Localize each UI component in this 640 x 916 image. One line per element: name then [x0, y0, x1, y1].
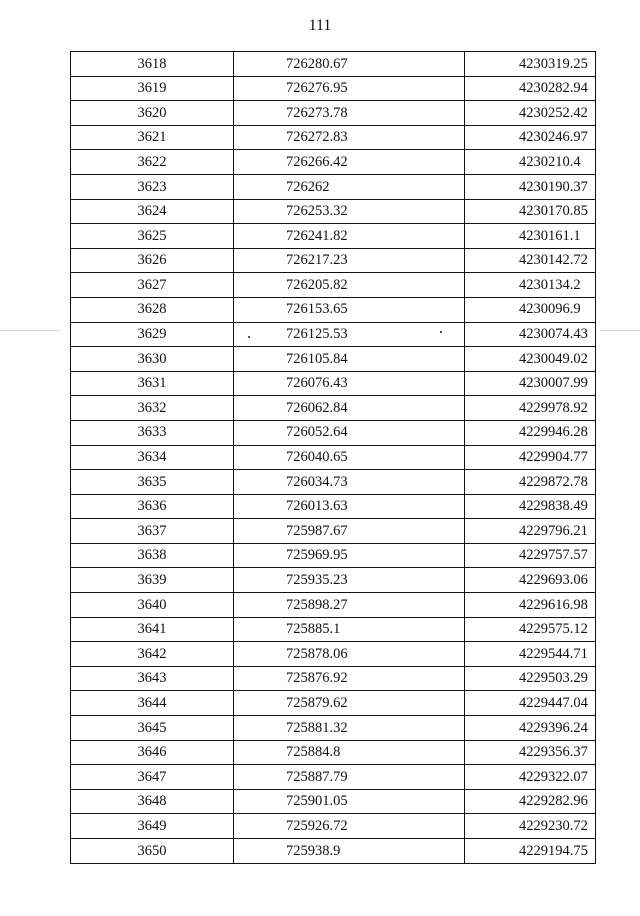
x-coordinate-cell: 726280.67 [234, 52, 465, 77]
y-coordinate-cell: 4229194.75 [465, 839, 596, 864]
x-coordinate-cell: 725879.62 [234, 691, 465, 716]
scan-artifact-dot [440, 331, 442, 333]
x-coordinate-cell: 725884.8 [234, 740, 465, 765]
x-coordinate-cell: 725898.27 [234, 593, 465, 618]
x-coordinate-cell: 725935.23 [234, 568, 465, 593]
y-coordinate-cell: 4230007.99 [465, 371, 596, 396]
y-coordinate-cell: 4230049.02 [465, 347, 596, 372]
x-coordinate-cell: 726052.64 [234, 420, 465, 445]
y-coordinate-cell: 4229356.37 [465, 740, 596, 765]
point-id-cell: 3623 [71, 174, 234, 199]
table-row [71, 445, 596, 470]
y-coordinate-cell: 4230246.97 [465, 125, 596, 150]
y-coordinate-cell: 4229396.24 [465, 716, 596, 741]
x-coordinate-cell: 726076.43 [234, 371, 465, 396]
y-coordinate-cell: 4230190.37 [465, 174, 596, 199]
page-number: 111 [308, 17, 332, 34]
x-coordinate-cell: 726034.73 [234, 470, 465, 495]
x-coordinate-cell: 725881.32 [234, 716, 465, 741]
table-row [71, 101, 596, 126]
table-row [71, 666, 596, 691]
y-coordinate-cell: 4229230.72 [465, 814, 596, 839]
point-id-cell: 3619 [71, 76, 234, 101]
table-row [71, 52, 596, 77]
point-id-cell: 3632 [71, 396, 234, 421]
point-id-cell: 3642 [71, 642, 234, 667]
point-id-cell: 3635 [71, 470, 234, 495]
point-id-cell: 3633 [71, 420, 234, 445]
table-row [71, 814, 596, 839]
point-id-cell: 3650 [71, 839, 234, 864]
table-row [71, 420, 596, 445]
x-coordinate-cell: 725969.95 [234, 543, 465, 568]
table-row [71, 347, 596, 372]
y-coordinate-cell: 4230282.94 [465, 76, 596, 101]
table-row [71, 199, 596, 224]
coordinates-table [70, 51, 596, 864]
x-coordinate-cell: 725876.92 [234, 666, 465, 691]
x-coordinate-cell: 725938.9 [234, 839, 465, 864]
point-id-cell: 3618 [71, 52, 234, 77]
y-coordinate-cell: 4229872.78 [465, 470, 596, 495]
x-coordinate-cell: 725987.67 [234, 519, 465, 544]
x-coordinate-cell: 726062.84 [234, 396, 465, 421]
table-row [71, 839, 596, 864]
point-id-cell: 3641 [71, 617, 234, 642]
y-coordinate-cell: 4230142.72 [465, 248, 596, 273]
y-coordinate-cell: 4229946.28 [465, 420, 596, 445]
point-id-cell: 3622 [71, 150, 234, 175]
y-coordinate-cell: 4229322.07 [465, 765, 596, 790]
table-row [71, 125, 596, 150]
table-row [71, 396, 596, 421]
y-coordinate-cell: 4229757.57 [465, 543, 596, 568]
table-row [71, 716, 596, 741]
table-row [71, 273, 596, 298]
y-coordinate-cell: 4229447.04 [465, 691, 596, 716]
table-row [71, 174, 596, 199]
table-row [71, 593, 596, 618]
table-row [71, 248, 596, 273]
scan-artifact-line [600, 330, 640, 331]
table-row [71, 76, 596, 101]
point-id-cell: 3644 [71, 691, 234, 716]
y-coordinate-cell: 4230170.85 [465, 199, 596, 224]
point-id-cell: 3639 [71, 568, 234, 593]
point-id-cell: 3649 [71, 814, 234, 839]
point-id-cell: 3625 [71, 224, 234, 249]
y-coordinate-cell: 4229904.77 [465, 445, 596, 470]
point-id-cell: 3647 [71, 765, 234, 790]
y-coordinate-cell: 4230074.43 [465, 322, 596, 347]
table-row [71, 224, 596, 249]
table-row [71, 568, 596, 593]
x-coordinate-cell: 726217.23 [234, 248, 465, 273]
point-id-cell: 3634 [71, 445, 234, 470]
x-coordinate-cell: 726153.65 [234, 297, 465, 322]
table-row [71, 740, 596, 765]
table-row [71, 617, 596, 642]
point-id-cell: 3626 [71, 248, 234, 273]
point-id-cell: 3628 [71, 297, 234, 322]
x-coordinate-cell: 725885.1 [234, 617, 465, 642]
table-row [71, 789, 596, 814]
x-coordinate-cell: 726253.32 [234, 199, 465, 224]
point-id-cell: 3631 [71, 371, 234, 396]
point-id-cell: 3624 [71, 199, 234, 224]
x-coordinate-cell: 726205.82 [234, 273, 465, 298]
y-coordinate-cell: 4230096.9 [465, 297, 596, 322]
table-row [71, 765, 596, 790]
x-coordinate-cell: 726276.95 [234, 76, 465, 101]
y-coordinate-cell: 4230134.2 [465, 273, 596, 298]
point-id-cell: 3621 [71, 125, 234, 150]
x-coordinate-cell: 726040.65 [234, 445, 465, 470]
y-coordinate-cell: 4229838.49 [465, 494, 596, 519]
point-id-cell: 3646 [71, 740, 234, 765]
y-coordinate-cell: 4229575.12 [465, 617, 596, 642]
y-coordinate-cell: 4229796.21 [465, 519, 596, 544]
point-id-cell: 3638 [71, 543, 234, 568]
y-coordinate-cell: 4229978.92 [465, 396, 596, 421]
point-id-cell: 3627 [71, 273, 234, 298]
point-id-cell: 3648 [71, 789, 234, 814]
table-row [71, 494, 596, 519]
x-coordinate-cell: 726266.42 [234, 150, 465, 175]
point-id-cell: 3629 [71, 322, 234, 347]
table-row [71, 322, 596, 347]
table-row [71, 470, 596, 495]
y-coordinate-cell: 4229544.71 [465, 642, 596, 667]
point-id-cell: 3643 [71, 666, 234, 691]
x-coordinate-cell: 726273.78 [234, 101, 465, 126]
x-coordinate-cell: 726013.63 [234, 494, 465, 519]
y-coordinate-cell: 4230161.1 [465, 224, 596, 249]
y-coordinate-cell: 4230319.25 [465, 52, 596, 77]
point-id-cell: 3630 [71, 347, 234, 372]
x-coordinate-cell: 726241.82 [234, 224, 465, 249]
y-coordinate-cell: 4230210.4 [465, 150, 596, 175]
x-coordinate-cell: 725887.79 [234, 765, 465, 790]
x-coordinate-cell: 725926.72 [234, 814, 465, 839]
table-row [71, 150, 596, 175]
y-coordinate-cell: 4229693.06 [465, 568, 596, 593]
x-coordinate-cell: 726105.84 [234, 347, 465, 372]
y-coordinate-cell: 4230252.42 [465, 101, 596, 126]
table-row [71, 543, 596, 568]
coordinates-table-body [71, 52, 596, 864]
point-id-cell: 3620 [71, 101, 234, 126]
x-coordinate-cell: 726125.53 [234, 322, 465, 347]
y-coordinate-cell: 4229503.29 [465, 666, 596, 691]
table-row [71, 691, 596, 716]
x-coordinate-cell: 725901.05 [234, 789, 465, 814]
table-row [71, 642, 596, 667]
table-row [71, 371, 596, 396]
table-row [71, 519, 596, 544]
point-id-cell: 3636 [71, 494, 234, 519]
scan-artifact-line [0, 330, 60, 331]
x-coordinate-cell: 726262 [234, 174, 465, 199]
y-coordinate-cell: 4229282.96 [465, 789, 596, 814]
point-id-cell: 3640 [71, 593, 234, 618]
scan-artifact-dot [248, 336, 250, 338]
x-coordinate-cell: 726272.83 [234, 125, 465, 150]
point-id-cell: 3637 [71, 519, 234, 544]
y-coordinate-cell: 4229616.98 [465, 593, 596, 618]
x-coordinate-cell: 725878.06 [234, 642, 465, 667]
point-id-cell: 3645 [71, 716, 234, 741]
table-row [71, 297, 596, 322]
